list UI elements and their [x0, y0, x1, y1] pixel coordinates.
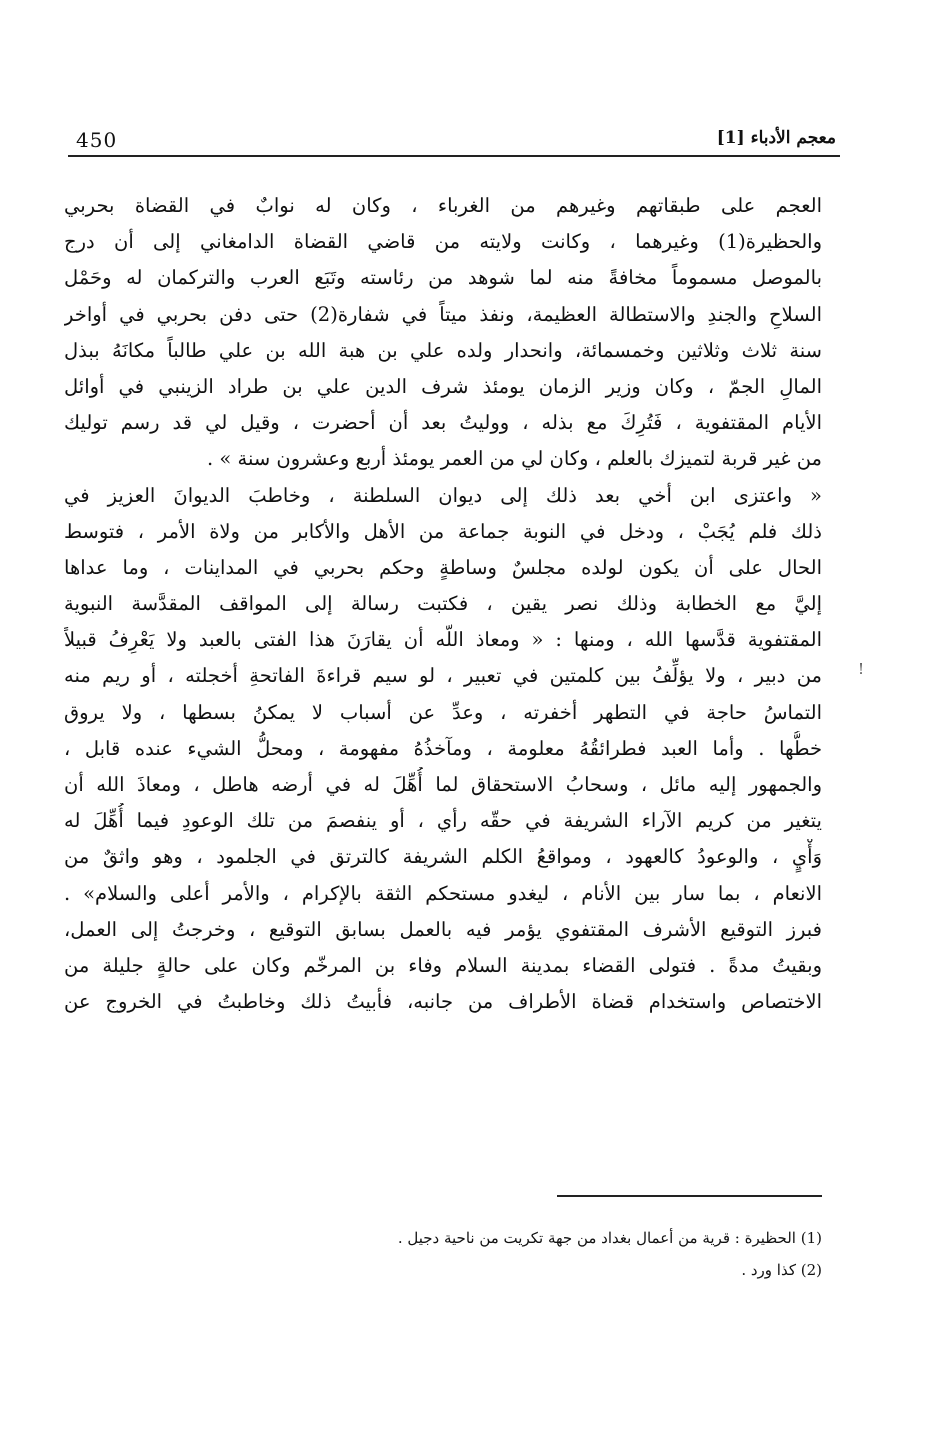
- page-number: 450: [76, 128, 118, 152]
- main-text: [64, 188, 822, 1020]
- text-line: وبقيتُ مدةً . فتولى القضاء بمدينة السلام وفاء بن المرخّم وكان على حالةٍ جليلة من: [64, 953, 822, 977]
- text-line: من غير قربة لتميزك بالعلم ، وكان لي من العمر يومئذ أربع وعشرون سنة » .: [206, 447, 822, 471]
- text-line: من دبير ، ولا يؤلِّفُ بين كلمتين في تعبير ، لو سيم قراءةَ الفاتحةِ أخجلته ، أو ريم منه: [64, 664, 822, 688]
- text-line: التماسُ حاجة في التطهر أخفرته ، وعدِّ عن أسباب لا يمكنُ بسطها ، ولا يروق: [64, 700, 822, 724]
- text-line: المالِ الجمّ ، وكان وزير الزمان يومئذ شرف الدين علي بن طراد الزينبي في أوائل: [64, 374, 822, 398]
- text-line: خطُّها . وأما العبد فطرائقُهُ معلومة ، ومآخذُهُ مفهومة ، ومحلُّ الشيء عنده قابل ،: [64, 736, 822, 760]
- text-line: « واعتزى ابن أخي بعد ذلك إلى ديوان السلطنة ، وخاطبَ الديوانَ العزيز في: [64, 483, 822, 507]
- running-title: معجم الأدباء [1]: [716, 128, 836, 148]
- text-line: فبرز التوقيع الأشرف المقتفوي يؤمر فيه بالعمل بسابق التوقيع ، وخرجتُ إلى العمل،: [64, 917, 822, 941]
- text-line: يتغير من كريم الآراء الشريفة في حقّه رأي ، أو ينفصمَ من تلك الوعودِ فيما أُهِّلَ له: [64, 809, 822, 833]
- text-line: سنة ثلاث وثلاثين وخمسمائة، وانحدار ولده علي بن هبة الله بن علي طالباً مكانَهُ ببذل: [64, 338, 822, 362]
- footnote-rule: [557, 1195, 822, 1197]
- footnote-2: (2) كذا ورد .: [741, 1261, 822, 1279]
- text-line: ذلك فلم يُجَبْ ، ودخل في النوبة جماعة من الأهل والأكابر من ولاة الأمر ، فتوسط: [64, 519, 822, 543]
- footnote-1: (1) الحظيرة : قرية من أعمال بغداد من جهة تكريت من ناحية دجيل .: [397, 1229, 822, 1247]
- text-line: السلاحِ والجندِ والاستطالة العظيمة، ونفذ ميتاً في شفارة(2) حتى دفن بحربي في أواخر: [64, 302, 822, 326]
- text-line: بالموصل مسموماً مخافةً منه لما شوهد من رئاسته وتَبَع العرب والتركمان له وحَمْل: [64, 266, 822, 290]
- footnotes: [262, 1222, 822, 1286]
- text-line: المقتفوية قدَّسها الله ، ومنها : « ومعاذ اللّه أن يقارَنَ هذا الفتى بالعبد ولا يَعْرِفُ قبيلاً: [64, 628, 822, 652]
- text-line: الاختصاص واستخدام قضاة الأطراف من جانبه، فأبيتُ ذلك وخاطبتُ في الخروج عن: [64, 990, 822, 1014]
- text-line: والحظيرة(1) وغيرهما ، وكانت ولايته من قاضي القضاة الدامغاني إلى أن درج: [64, 230, 822, 254]
- header-rule: [68, 155, 840, 157]
- text-line: الأيام المقتفوية ، فَتُرِكَ مع بذله ، ووليتُ بعد أن أحضرت ، وقيل لي قد رسم توليك: [64, 411, 822, 435]
- margin-mark: !: [858, 660, 865, 678]
- text-line: العجم على طبقاتهم وغيرهم من الغرباء ، وكان له نوابٌ في القضاة بحربي: [64, 194, 822, 217]
- text-line: الانعام ، بما سار بين الأنام ، ليغدو مستحكم الثقة بالإكرام ، والأمر أعلى والسلام» .: [64, 881, 822, 905]
- text-line: إليَّ مع الخطابة وذلك نصر يقين ، فكتبت رسالة إلى المواقف المقدَّسة النبوية: [64, 592, 822, 616]
- text-line: والجمهور إليه مائل ، وسحابُ الاستحقاق لما أُهِّلَ له في أرضه هاطل ، ومعاذَ الله أن: [64, 773, 822, 796]
- text-line: الحال على أن يكون لولده مجلسٌ وساطةٍ وحكم بحربي في المداينات ، وما عداها: [64, 555, 822, 579]
- text-line: وَأْيٍ ، والوعودُ كالعهود ، ومواقعُ الكلم الشريفة كالترتق في الجلمود ، وهو واثقٌ من: [64, 845, 822, 869]
